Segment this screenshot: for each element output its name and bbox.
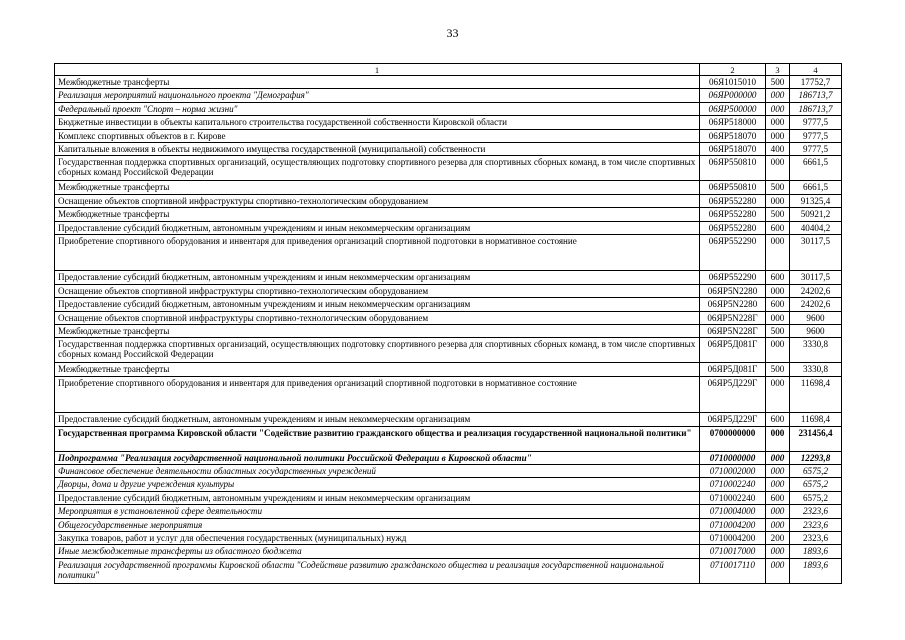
- cell-amount: 9600: [790, 311, 842, 324]
- cell-code: 0710004000: [700, 505, 766, 518]
- cell-amount: 3330,8: [790, 338, 842, 363]
- header-row: [55, 64, 842, 76]
- cell-amount: 91325,4: [790, 194, 842, 207]
- table-row: [55, 505, 842, 518]
- cell-name: Государственная поддержка спортивных организаций, осуществляющих подготовку спортивного резерва для спортивных сборных команд, в том числе спортивных сборных команд Российской Федерации: [55, 338, 700, 363]
- cell-code: 06ЯР552280: [700, 208, 766, 221]
- table-row: [55, 558, 842, 583]
- cell-amount: 9777,5: [790, 142, 842, 155]
- cell-code: 0710017110: [700, 558, 766, 583]
- cell-type: 600: [766, 221, 790, 234]
- header-cell-name: 1: [55, 64, 700, 76]
- cell-name: Иные межбюджетные трансферты из областного бюджета: [55, 545, 700, 558]
- cell-name: Оснащение объектов спортивной инфраструктуры спортивно-технологическим оборудованием: [55, 284, 700, 297]
- cell-type: 600: [766, 413, 790, 426]
- cell-code: 06ЯР5Д229Г: [700, 376, 766, 413]
- cell-code: 06ЯР552280: [700, 194, 766, 207]
- cell-code: 06ЯР518070: [700, 129, 766, 142]
- cell-name: Предоставление субсидий бюджетным, автономным учреждениям и иным некоммерческим организациям: [55, 271, 700, 284]
- cell-code: 06ЯР5Д081Г: [700, 338, 766, 363]
- cell-name: Закупка товаров, работ и услуг для обеспечения государственных (муниципальных) нужд: [55, 531, 700, 544]
- cell-amount: 3330,8: [790, 363, 842, 376]
- cell-name: Межбюджетные трансферты: [55, 208, 700, 221]
- cell-amount: 2323,6: [790, 505, 842, 518]
- cell-amount: 9777,5: [790, 129, 842, 142]
- cell-amount: 40404,2: [790, 221, 842, 234]
- cell-amount: 24202,6: [790, 284, 842, 297]
- cell-type: 000: [766, 338, 790, 363]
- table-row: [55, 284, 842, 297]
- table-row: [55, 426, 842, 451]
- cell-code: 06ЯР5Д081Г: [700, 363, 766, 376]
- cell-type: 000: [766, 558, 790, 583]
- cell-amount: 6575,2: [790, 478, 842, 491]
- cell-name: Предоставление субсидий бюджетным, автономным учреждениям и иным некоммерческим организациям: [55, 413, 700, 426]
- table-row: [55, 221, 842, 234]
- cell-amount: 9600: [790, 324, 842, 337]
- table-row: [55, 129, 842, 142]
- cell-type: 000: [766, 545, 790, 558]
- cell-amount: 12293,8: [790, 451, 842, 464]
- cell-code: 06ЯР5N2280: [700, 298, 766, 311]
- cell-type: 000: [766, 284, 790, 297]
- table-row: [55, 298, 842, 311]
- table-row: [55, 478, 842, 491]
- cell-type: 400: [766, 142, 790, 155]
- table-row: [55, 338, 842, 363]
- header-cell-code: 2: [700, 64, 766, 76]
- cell-type: 000: [766, 465, 790, 478]
- cell-amount: 6575,2: [790, 491, 842, 504]
- table-row: [55, 142, 842, 155]
- cell-amount: 30117,5: [790, 234, 842, 271]
- cell-code: 06Я1015010: [700, 76, 766, 89]
- page-number: 33: [446, 26, 459, 40]
- cell-name: Приобретение спортивного оборудования и инвентаря для приведения организаций спортивной подготовки в нормативное состояние: [55, 376, 700, 413]
- cell-type: 000: [766, 156, 790, 181]
- cell-name: Государственная поддержка спортивных организаций, осуществляющих подготовку спортивного резерва для спортивных сборных команд, в том числе спортивных сборных команд Российской Федерации: [55, 156, 700, 181]
- cell-name: Реализация государственной программы Кировской области "Содействие развитию гражданского общества и реализация государственной национальной политики": [55, 558, 700, 583]
- cell-code: 0710000000: [700, 451, 766, 464]
- cell-type: 600: [766, 491, 790, 504]
- cell-amount: 6575,2: [790, 465, 842, 478]
- cell-name: Предоставление субсидий бюджетным, автономным учреждениям и иным некоммерческим организациям: [55, 298, 700, 311]
- cell-amount: 24202,6: [790, 298, 842, 311]
- table-row: [55, 194, 842, 207]
- cell-type: 200: [766, 531, 790, 544]
- cell-type: 000: [766, 129, 790, 142]
- cell-amount: 11698,4: [790, 413, 842, 426]
- cell-amount: 1893,6: [790, 558, 842, 583]
- cell-name: Подпрограмма "Реализация государственной национальной политики Российской Федерации в Кировской области": [55, 451, 700, 464]
- cell-amount: 186713,7: [790, 89, 842, 102]
- table-row: [55, 156, 842, 181]
- cell-code: 06ЯР552290: [700, 234, 766, 271]
- cell-name: Оснащение объектов спортивной инфраструктуры спортивно-технологическим оборудованием: [55, 311, 700, 324]
- cell-name: Предоставление субсидий бюджетным, автономным учреждениям и иным некоммерческим организациям: [55, 491, 700, 504]
- cell-code: 06ЯР552280: [700, 221, 766, 234]
- cell-type: 600: [766, 298, 790, 311]
- table-row: [55, 234, 842, 271]
- cell-type: 000: [766, 89, 790, 102]
- cell-name: Межбюджетные трансферты: [55, 76, 700, 89]
- table-row: [55, 311, 842, 324]
- cell-type: 500: [766, 76, 790, 89]
- cell-type: 000: [766, 116, 790, 129]
- table-row: [55, 89, 842, 102]
- cell-amount: 2323,6: [790, 531, 842, 544]
- cell-name: Комплекс спортивных объектов в г. Кирове: [55, 129, 700, 142]
- table-row: [55, 451, 842, 464]
- cell-type: 500: [766, 208, 790, 221]
- cell-type: 000: [766, 234, 790, 271]
- cell-code: 06ЯР5N228Г: [700, 311, 766, 324]
- cell-code: 06ЯР550810: [700, 181, 766, 194]
- cell-type: 500: [766, 181, 790, 194]
- cell-name: Федеральный проект "Спорт – норма жизни": [55, 102, 700, 115]
- cell-name: Предоставление субсидий бюджетным, автономным учреждениям и иным некоммерческим организациям: [55, 221, 700, 234]
- cell-amount: 1893,6: [790, 545, 842, 558]
- cell-code: 0710002000: [700, 465, 766, 478]
- cell-code: 06ЯР552290: [700, 271, 766, 284]
- cell-code: 0710004200: [700, 518, 766, 531]
- table-row: [55, 271, 842, 284]
- cell-amount: 30117,5: [790, 271, 842, 284]
- cell-code: 06ЯР500000: [700, 102, 766, 115]
- budget-table: [54, 63, 842, 584]
- table-row: [55, 376, 842, 413]
- cell-amount: 17752,7: [790, 76, 842, 89]
- cell-type: 500: [766, 363, 790, 376]
- cell-name: Оснащение объектов спортивной инфраструктуры спортивно-технологическим оборудованием: [55, 194, 700, 207]
- cell-code: 0710017000: [700, 545, 766, 558]
- cell-code: 06ЯР518070: [700, 142, 766, 155]
- cell-name: Межбюджетные трансферты: [55, 324, 700, 337]
- cell-name: Межбюджетные трансферты: [55, 363, 700, 376]
- cell-type: 000: [766, 102, 790, 115]
- cell-code: 06ЯР518000: [700, 116, 766, 129]
- cell-name: Приобретение спортивного оборудования и инвентаря для приведения организаций спортивной подготовки в нормативное состояние: [55, 234, 700, 271]
- header-cell-type: 3: [766, 64, 790, 76]
- table-row: [55, 545, 842, 558]
- table-row: [55, 491, 842, 504]
- cell-type: 000: [766, 426, 790, 451]
- cell-code: 06ЯР5N228Г: [700, 324, 766, 337]
- cell-type: 000: [766, 194, 790, 207]
- cell-amount: 2323,6: [790, 518, 842, 531]
- table-row: [55, 102, 842, 115]
- cell-name: Государственная программа Кировской области "Содействие развитию гражданского общества и реализация государственной национальной политики": [55, 426, 700, 451]
- cell-name: Общегосударственные мероприятия: [55, 518, 700, 531]
- cell-amount: 9777,5: [790, 116, 842, 129]
- cell-code: 0710004200: [700, 531, 766, 544]
- cell-type: 000: [766, 376, 790, 413]
- cell-type: 000: [766, 311, 790, 324]
- cell-code: 0700000000: [700, 426, 766, 451]
- cell-amount: 6661,5: [790, 181, 842, 194]
- cell-amount: 6661,5: [790, 156, 842, 181]
- table-row: [55, 413, 842, 426]
- cell-name: Реализация мероприятий национального проекта "Демография": [55, 89, 700, 102]
- cell-type: 000: [766, 451, 790, 464]
- cell-name: Межбюджетные трансферты: [55, 181, 700, 194]
- cell-name: Дворцы, дома и другие учреждения культуры: [55, 478, 700, 491]
- cell-code: 0710002240: [700, 478, 766, 491]
- budget-table-body: [55, 64, 842, 584]
- table-row: [55, 531, 842, 544]
- cell-name: Финансовое обеспечение деятельности областных государственных учреждений: [55, 465, 700, 478]
- table-row: [55, 363, 842, 376]
- cell-type: 600: [766, 271, 790, 284]
- cell-code: 06ЯР5N2280: [700, 284, 766, 297]
- table-row: [55, 181, 842, 194]
- cell-name: Мероприятия в установленной сфере деятельности: [55, 505, 700, 518]
- cell-code: 06ЯР550810: [700, 156, 766, 181]
- cell-type: 500: [766, 324, 790, 337]
- table-row: [55, 465, 842, 478]
- table-row: [55, 116, 842, 129]
- table-row: [55, 518, 842, 531]
- table-row: [55, 208, 842, 221]
- table-row: [55, 76, 842, 89]
- cell-code: 06ЯР000000: [700, 89, 766, 102]
- cell-amount: 50921,2: [790, 208, 842, 221]
- cell-amount: 186713,7: [790, 102, 842, 115]
- cell-type: 000: [766, 505, 790, 518]
- cell-type: 000: [766, 518, 790, 531]
- table-row: [55, 324, 842, 337]
- cell-amount: 11698,4: [790, 376, 842, 413]
- header-cell-amount: 4: [790, 64, 842, 76]
- cell-type: 000: [766, 478, 790, 491]
- cell-name: Бюджетные инвестиции в объекты капитального строительства государственной собственности Кировской области: [55, 116, 700, 129]
- cell-code: 0710002240: [700, 491, 766, 504]
- cell-amount: 231456,4: [790, 426, 842, 451]
- cell-code: 06ЯР5Д229Г: [700, 413, 766, 426]
- cell-name: Капитальные вложения в объекты недвижимого имущества государственной (муниципальной) собственности: [55, 142, 700, 155]
